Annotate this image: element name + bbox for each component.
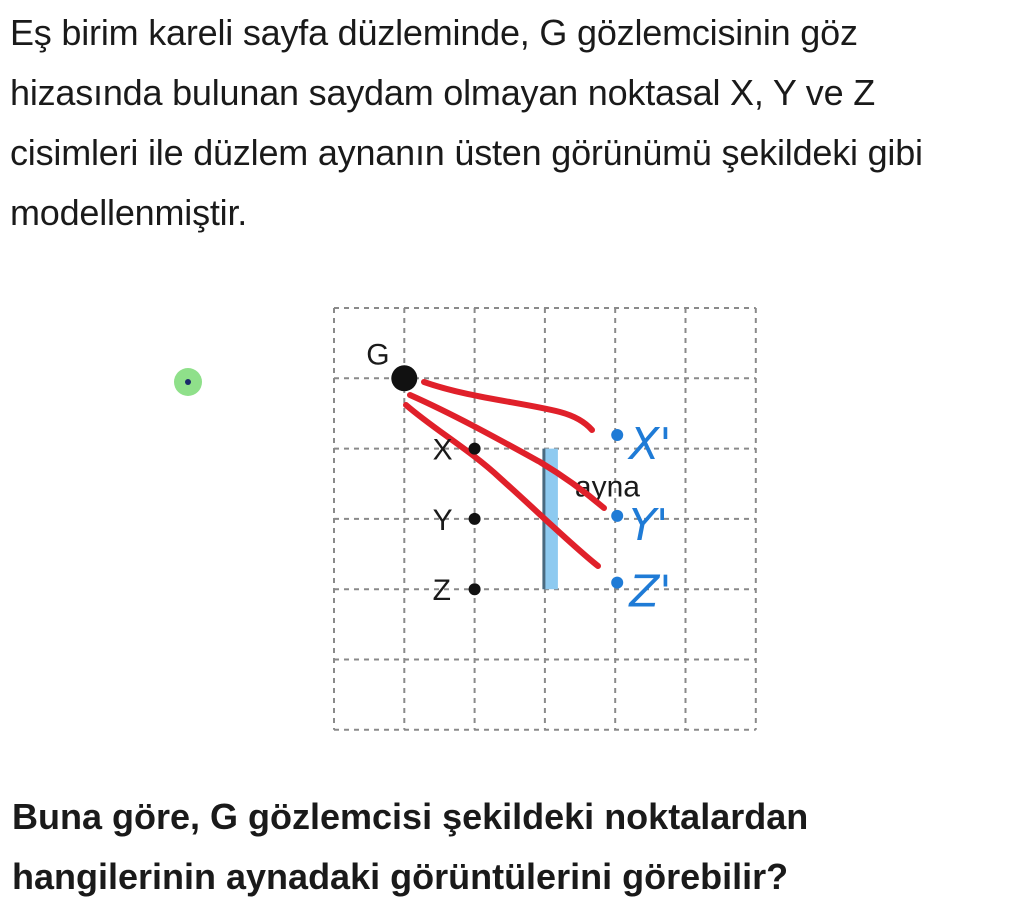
image-dot [611, 429, 623, 441]
point-z [469, 583, 481, 595]
point-label-z: Z [432, 574, 451, 608]
question [12, 787, 1012, 907]
question-line-2: hangilerinin aynadaki görüntülerini görebilir? [12, 856, 789, 897]
point-x [469, 443, 481, 455]
image-label-3: Z' [629, 566, 672, 618]
point-label-g: G [366, 338, 390, 372]
image-dot [611, 577, 623, 589]
image-label-2: Y' [629, 499, 669, 551]
point-g [391, 365, 417, 391]
intro-line-3: cisimleri ile düzlem aynanın üsten görünümü şekildeki gibi [10, 132, 923, 173]
handwritten-image-labels [611, 419, 671, 618]
mirror-label: ayna [574, 470, 640, 504]
point-y [469, 513, 481, 525]
cursor-marker [174, 368, 202, 396]
question-line-1: Buna göre, G gözlemcisi şekildeki noktalardan [12, 796, 809, 837]
ray-line [406, 405, 598, 566]
image-label-1: X' [629, 419, 672, 471]
point-label-x: X [432, 433, 453, 467]
intro-line-4: modellenmiştir. [10, 192, 248, 233]
image-dot [611, 510, 623, 522]
ray-line [424, 382, 592, 430]
point-label-y: Y [432, 503, 453, 537]
points [366, 338, 480, 607]
intro-line-2: hizasında bulunan saydam olmayan noktasal X, Y ve Z [10, 72, 875, 113]
cursor-dot [185, 379, 191, 385]
intro-line-1: Eş birim kareli sayfa düzleminde, G gözlemcisinin göz [10, 12, 858, 53]
